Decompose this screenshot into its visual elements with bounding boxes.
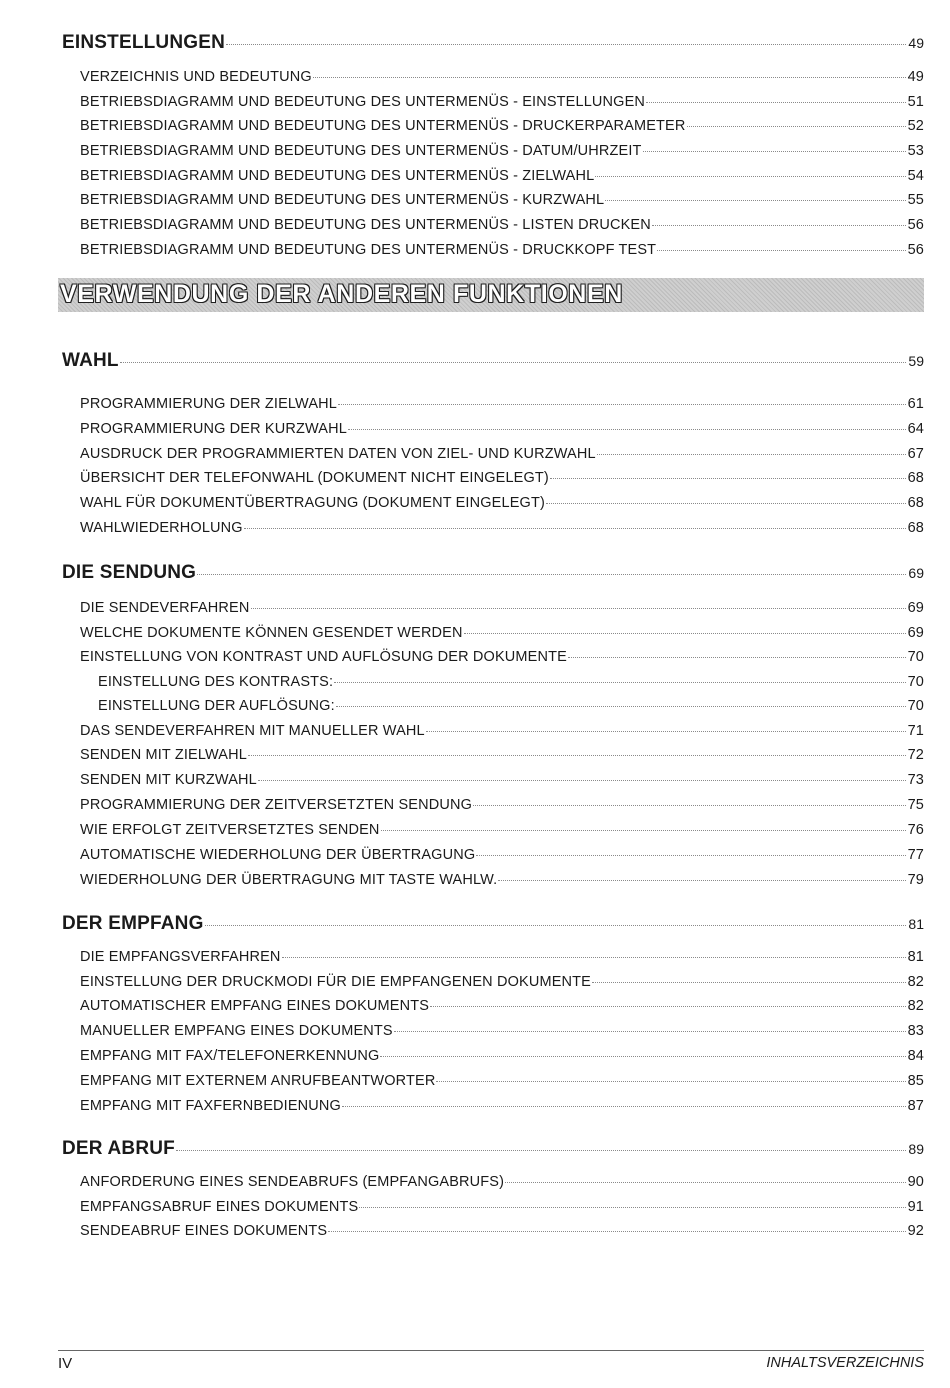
toc-heading[interactable] (62, 32, 924, 54)
toc-label: BETRIEBSDIAGRAMM UND BEDEUTUNG DES UNTERMENÜS - ZIELWAHL (80, 168, 595, 184)
toc-entry[interactable] (80, 847, 924, 863)
toc-page-number: 87 (907, 1098, 924, 1114)
toc-label: PROGRAMMIERUNG DER KURZWAHL (80, 421, 347, 437)
toc-page-number: 75 (907, 797, 924, 813)
toc-label: EMPFANGSABRUF EINES DOKUMENTS (80, 1199, 359, 1215)
footer-divider (58, 1350, 924, 1351)
dot-leader (550, 477, 906, 479)
toc-page-number: 89 (908, 1141, 924, 1157)
toc-page-number: 69 (907, 600, 924, 616)
toc-label: SENDEABRUF EINES DOKUMENTS (80, 1223, 328, 1239)
toc-subentry[interactable] (98, 698, 924, 714)
dot-leader (595, 175, 905, 177)
toc-entry[interactable] (80, 625, 924, 641)
toc-entry[interactable] (80, 797, 924, 813)
toc-entry[interactable] (80, 143, 924, 159)
dot-leader (657, 249, 905, 251)
toc-entry[interactable] (80, 998, 924, 1014)
toc-entry[interactable] (80, 949, 924, 965)
toc-page-number: 67 (907, 446, 924, 462)
toc-page-number: 49 (907, 69, 924, 85)
toc-entry[interactable] (80, 168, 924, 184)
toc-page-number: 82 (907, 974, 924, 990)
toc-page-number: 55 (907, 192, 924, 208)
toc-label: BETRIEBSDIAGRAMM UND BEDEUTUNG DES UNTERMENÜS - DRUCKKOPF TEST (80, 242, 657, 258)
toc-label: AUTOMATISCHER EMPFANG EINES DOKUMENTS (80, 998, 430, 1014)
toc-label: DIE EMPFANGSVERFAHREN (80, 949, 281, 965)
dot-leader (328, 1230, 905, 1232)
toc-entry[interactable] (80, 421, 924, 437)
toc-entry[interactable] (80, 974, 924, 990)
toc-page-number: 49 (908, 35, 924, 51)
toc-label: DAS SENDEVERFAHREN MIT MANUELLER WAHL (80, 723, 425, 739)
toc-page-number: 68 (907, 495, 924, 511)
toc-page-number: 84 (907, 1048, 924, 1064)
toc-entry[interactable] (80, 872, 924, 888)
dot-leader (646, 101, 906, 103)
toc-page-number: 79 (907, 872, 924, 888)
toc-entry[interactable] (80, 242, 924, 258)
toc-page-number: 69 (907, 625, 924, 641)
toc-entry[interactable] (80, 600, 924, 616)
toc-entry[interactable] (80, 69, 924, 85)
toc-label: AUTOMATISCHE WIEDERHOLUNG DER ÜBERTRAGUNG (80, 847, 476, 863)
toc-entry[interactable] (80, 1023, 924, 1039)
toc-entry[interactable] (80, 1073, 924, 1089)
toc-label: BETRIEBSDIAGRAMM UND BEDEUTUNG DES UNTERMENÜS - DATUM/UHRZEIT (80, 143, 642, 159)
toc-page-number: 83 (907, 1023, 924, 1039)
toc-label: PROGRAMMIERUNG DER ZEITVERSETZTEN SENDUNG (80, 797, 473, 813)
dot-leader (176, 1149, 906, 1151)
toc-entry[interactable] (80, 1199, 924, 1215)
toc-page-number: 54 (907, 168, 924, 184)
section-banner-title: VERWENDUNG DER ANDEREN FUNKTIONEN (60, 280, 623, 308)
dot-leader (258, 779, 906, 781)
toc-label: DER ABRUF (62, 1138, 175, 1159)
toc-label: EMPFANG MIT FAXFERNBEDIENUNG (80, 1098, 341, 1114)
toc-label: VERZEICHNIS UND BEDEUTUNG (80, 69, 312, 85)
dot-leader (605, 199, 905, 201)
toc-label: SENDEN MIT KURZWAHL (80, 772, 257, 788)
dot-leader (120, 361, 907, 363)
toc-page-number: 68 (907, 520, 924, 536)
toc-page-number: 52 (907, 118, 924, 134)
toc-page-number: 73 (907, 772, 924, 788)
dot-leader (338, 403, 906, 405)
dot-leader (313, 76, 906, 78)
toc-label: BETRIEBSDIAGRAMM UND BEDEUTUNG DES UNTERMENÜS - DRUCKERPARAMETER (80, 118, 686, 134)
toc-label: DIE SENDEVERFAHREN (80, 600, 250, 616)
toc-page-number: 70 (907, 698, 924, 714)
toc-page-number: 69 (908, 565, 924, 581)
toc-label: ANFORDERUNG EINES SENDEABRUFS (EMPFANGABRUFS) (80, 1174, 505, 1190)
toc-entry[interactable] (80, 1174, 924, 1190)
dot-leader (643, 150, 906, 152)
dot-leader (473, 804, 906, 806)
dot-leader (505, 1181, 905, 1183)
toc-page-number: 56 (907, 242, 924, 258)
dot-leader (464, 632, 906, 634)
dot-leader (381, 829, 906, 831)
toc-page-number: 72 (907, 747, 924, 763)
toc-label: SENDEN MIT ZIELWAHL (80, 747, 247, 763)
dot-leader (334, 681, 905, 683)
toc-label: BETRIEBSDIAGRAMM UND BEDEUTUNG DES UNTERMENÜS - EINSTELLUNGEN (80, 94, 646, 110)
toc-entry[interactable] (80, 1048, 924, 1064)
toc-entry[interactable] (80, 723, 924, 739)
toc-page-number: 81 (907, 949, 924, 965)
toc-entry[interactable] (80, 495, 924, 511)
toc-heading[interactable] (62, 350, 924, 372)
toc-entry[interactable] (80, 470, 924, 486)
dot-leader (348, 428, 906, 430)
toc-page-number: 91 (907, 1199, 924, 1215)
toc-label: WIEDERHOLUNG DER ÜBERTRAGUNG MIT TASTE WAHLW. (80, 872, 498, 888)
toc-label: BETRIEBSDIAGRAMM UND BEDEUTUNG DES UNTERMENÜS - LISTEN DRUCKEN (80, 217, 651, 233)
dot-leader (248, 754, 906, 756)
dot-leader (244, 527, 906, 529)
toc-label: PROGRAMMIERUNG DER ZIELWAHL (80, 396, 338, 412)
toc-page-number: 92 (907, 1223, 924, 1239)
dot-leader (359, 1206, 905, 1208)
dot-leader (394, 1030, 906, 1032)
toc-label: AUSDRUCK DER PROGRAMMIERTEN DATEN VON ZIEL- UND KURZWAHL (80, 446, 596, 462)
toc-label: ÜBERSICHT DER TELEFONWAHL (DOKUMENT NICHT EINGELEGT) (80, 470, 549, 486)
toc-heading[interactable] (62, 913, 924, 935)
toc-page-number: 64 (907, 421, 924, 437)
toc-page-number: 90 (907, 1174, 924, 1190)
toc-label: EINSTELLUNG DER AUFLÖSUNG: (98, 698, 335, 714)
toc-label: DIE SENDUNG (62, 562, 197, 583)
toc-label: MANUELLER EMPFANG EINES DOKUMENTS (80, 1023, 393, 1039)
dot-leader (251, 607, 906, 609)
dot-leader (592, 981, 906, 983)
toc-page-number: 85 (907, 1073, 924, 1089)
toc-entry[interactable] (80, 747, 924, 763)
dot-leader (205, 924, 907, 926)
dot-leader (568, 656, 906, 658)
toc-heading[interactable] (62, 1138, 924, 1160)
toc-label: BETRIEBSDIAGRAMM UND BEDEUTUNG DES UNTERMENÜS - KURZWAHL (80, 192, 605, 208)
toc-entry[interactable] (80, 192, 924, 208)
toc-label: EINSTELLUNG VON KONTRAST UND AUFLÖSUNG DER DOKUMENTE (80, 649, 567, 665)
toc-label: WIE ERFOLGT ZEITVERSETZTES SENDEN (80, 822, 380, 838)
toc-page-number: 51 (907, 94, 924, 110)
toc-label: WAHL FÜR DOKUMENTÜBERTRAGUNG (DOKUMENT EINGELEGT) (80, 495, 545, 511)
toc-page-number: 70 (907, 674, 924, 690)
toc-entry[interactable] (80, 649, 924, 665)
toc-entry[interactable] (80, 446, 924, 462)
dot-leader (436, 1080, 905, 1082)
toc-page-number: 61 (907, 396, 924, 412)
dot-leader (546, 502, 906, 504)
toc-page-number: 56 (907, 217, 924, 233)
dot-leader (430, 1005, 906, 1007)
dot-leader (652, 224, 906, 226)
dot-leader (336, 705, 906, 707)
toc-entry[interactable] (80, 772, 924, 788)
toc-label: WAHLWIEDERHOLUNG (80, 520, 243, 536)
section-banner (58, 278, 924, 312)
toc-heading[interactable] (62, 562, 924, 584)
toc-label: EINSTELLUNG DER DRUCKMODI FÜR DIE EMPFANGENEN DOKUMENTE (80, 974, 591, 990)
toc-entry[interactable] (80, 520, 924, 536)
toc-page-number: 81 (908, 916, 924, 932)
toc-label: EMPFANG MIT FAX/TELEFONERKENNUNG (80, 1048, 380, 1064)
toc-label: WAHL (62, 350, 119, 371)
footer-title: INHALTSVERZEICHNIS (766, 1355, 924, 1371)
dot-leader (380, 1055, 905, 1057)
dot-leader (226, 43, 906, 45)
toc-entry[interactable] (80, 396, 924, 412)
dot-leader (498, 879, 905, 881)
toc-label: EINSTELLUNGEN (62, 32, 226, 53)
toc-subentry[interactable] (98, 674, 924, 690)
toc-page-number: 70 (907, 649, 924, 665)
footer-page-number: IV (58, 1355, 73, 1372)
toc-page-number: 59 (908, 353, 924, 369)
toc-page-number: 71 (907, 723, 924, 739)
dot-leader (426, 730, 906, 732)
toc-page-number: 76 (907, 822, 924, 838)
toc-entry[interactable] (80, 118, 924, 134)
dot-leader (342, 1105, 906, 1107)
toc-entry[interactable] (80, 94, 924, 110)
toc-entry[interactable] (80, 822, 924, 838)
toc-entry[interactable] (80, 217, 924, 233)
toc-page-number: 68 (907, 470, 924, 486)
toc-page-number: 77 (907, 847, 924, 863)
toc-entry[interactable] (80, 1223, 924, 1239)
toc-page-number: 53 (907, 143, 924, 159)
dot-leader (476, 854, 905, 856)
toc-label: EMPFANG MIT EXTERNEM ANRUFBEANTWORTER (80, 1073, 436, 1089)
toc-label: WELCHE DOKUMENTE KÖNNEN GESENDET WERDEN (80, 625, 463, 641)
toc-label: DER EMPFANG (62, 913, 204, 934)
dot-leader (687, 125, 906, 127)
toc-label: EINSTELLUNG DES KONTRASTS: (98, 674, 334, 690)
dot-leader (197, 573, 906, 575)
dot-leader (597, 453, 906, 455)
toc-entry[interactable] (80, 1098, 924, 1114)
dot-leader (282, 956, 906, 958)
toc-page-number: 82 (907, 998, 924, 1014)
